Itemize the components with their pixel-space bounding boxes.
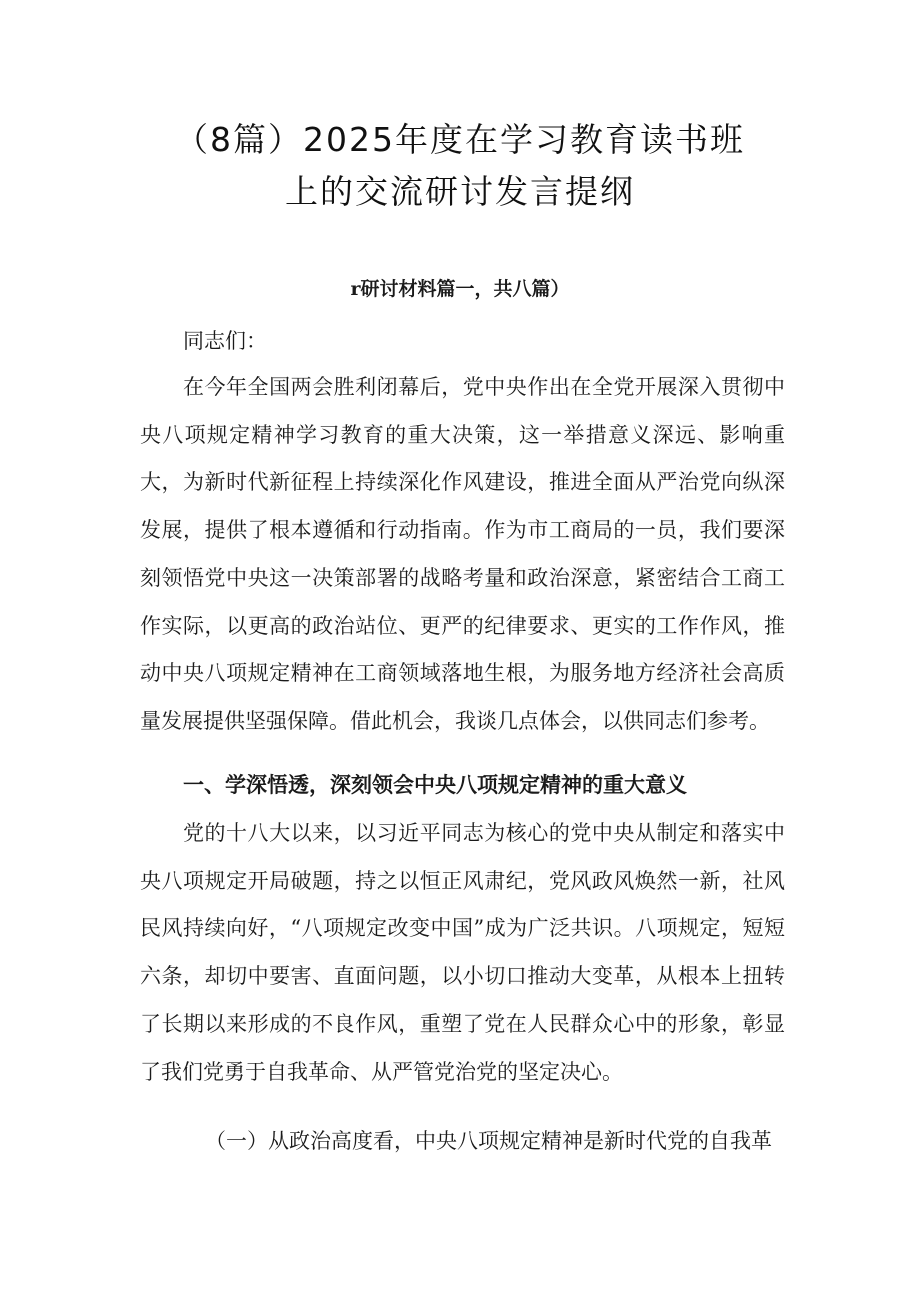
section-heading-1: 一、学深悟透，深刻领会中央八项规定精神的重大意义 — [183, 772, 687, 797]
greeting: 同志们： — [183, 329, 267, 353]
document-title-line1: （8篇）2025年度在学习教育读书班 — [175, 120, 745, 159]
paragraph-intro: 在今年全国两会胜利闭幕后，党中央作出在全党开展深入贯彻中央八项规定精神学习教育的重大决策，这一举措意义深远、影响重大，为新时代新征程上持续深化作风建设，推进全面从严治党向纵深发展，提供了根本遵循和行动指南。作为市工商局的一员，我们要深刻领悟党中央这一决策部署的战略考量和政治深意，紧密结合工商工作实际，以更高的政治站位、更严的纪律要求、更实的工作作风，推动中央八项规定精神在工商领域落地生根，为服务地方经济社会高质量发展提供坚强保障。借此机会，我谈几点体会，以供同志们参考。 — [140, 375, 785, 733]
document-title-line2: 上的交流研讨发言提纲 — [285, 172, 635, 211]
subsection-heading-1: （一）从政治高度看，中央八项规定精神是新时代党的自我革 — [205, 1129, 772, 1153]
document-subtitle: r研讨材料篇一，共八篇） — [350, 278, 570, 300]
paragraph-section-1: 党的十八大以来，以习近平同志为核心的党中央从制定和落实中央八项规定开局破题，持之以恒正风肃纪，党风政风焕然一新，社风民风持续向好，“八项规定改变中国”成为广泛共识。八项规定，短短六条，却切中要害、直面问题，以小切口推动大变革，从根本上扭转了长期以来形成的不良作风，重塑了党在人民群众心中的形象，彰显了我们党勇于自我革命、从严管党治党的坚定决心。 — [140, 821, 785, 1084]
